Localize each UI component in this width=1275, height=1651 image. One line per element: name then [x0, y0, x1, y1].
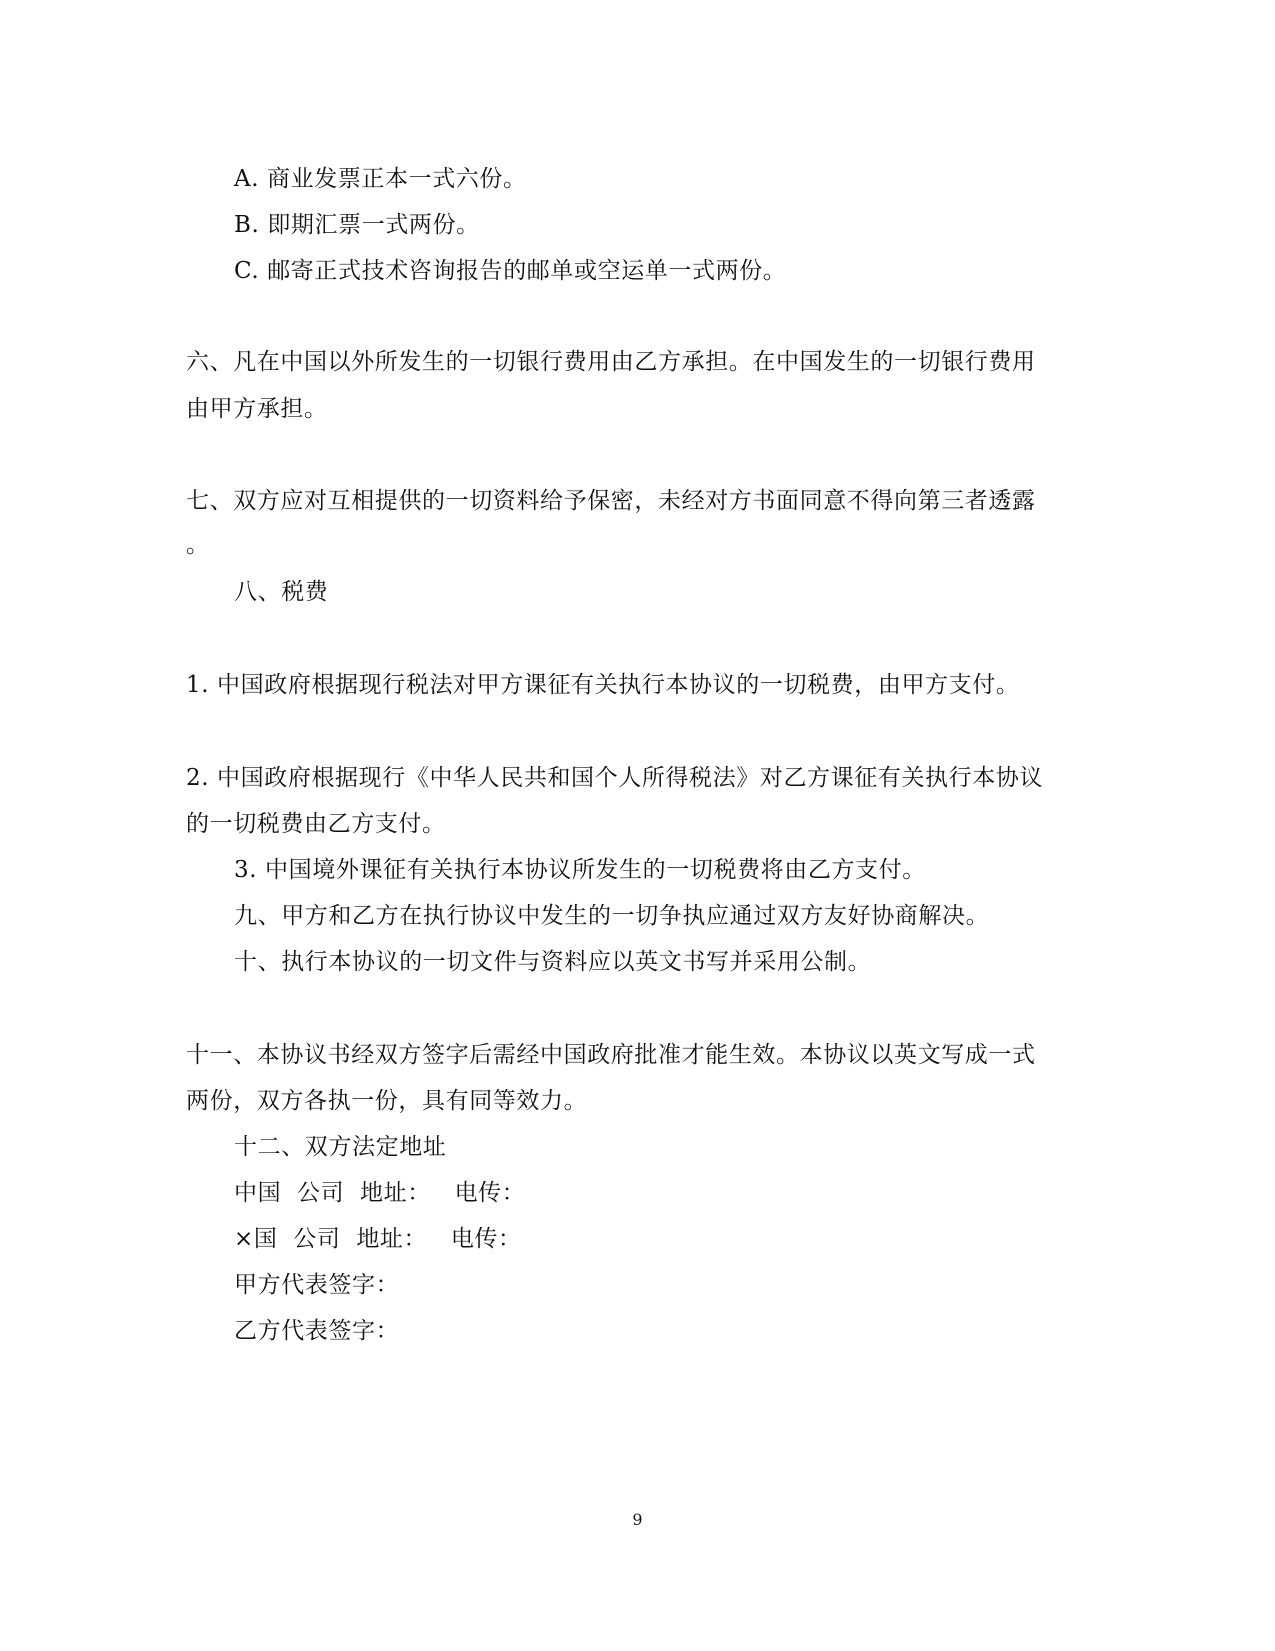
clause-9: 九、甲方和乙方在执行协议中发生的一切争执应通过双方友好协商解决。	[234, 903, 990, 929]
clause-11-line-2: 两份，双方各执一份，具有同等效力。	[186, 1088, 588, 1114]
clause-8-item-1: 1. 中国政府根据现行税法对甲方课征有关执行本协议的一切税费，由甲方支付。	[186, 672, 1020, 698]
clause-8-heading: 八、税费	[234, 579, 329, 605]
clause-11-line-1: 十一、本协议书经双方签字后需经中国政府批准才能生效。本协议以英文写成一式	[186, 1042, 1036, 1068]
clause-10: 十、执行本协议的一切文件与资料应以英文书写并采用公制。	[234, 949, 872, 975]
clause-8-item-3: 3. 中国境外课征有关执行本协议所发生的一切税费将由乙方支付。	[234, 857, 926, 883]
party-b-signature: 乙方代表签字：	[234, 1318, 400, 1344]
clause-7-line-1: 七、双方应对互相提供的一切资料给予保密，未经对方书面同意不得向第三者透露	[186, 488, 1036, 514]
page-number: 9	[632, 1510, 643, 1529]
party-a-signature: 甲方代表签字：	[234, 1272, 400, 1298]
clause-6-line-1: 六、凡在中国以外所发生的一切银行费用由乙方承担。在中国发生的一切银行费用	[186, 349, 1036, 375]
clause-5a-commercial-invoice: A. 商业发票正本一式六份。	[234, 166, 527, 192]
clause-6-line-2: 由甲方承担。	[186, 396, 328, 422]
clause-8-item-2-line-1: 2. 中国政府根据现行《中华人民共和国个人所得税法》对乙方课征有关执行本协议	[186, 765, 1044, 791]
clause-8-item-2-line-2: 的一切税费由乙方支付。	[186, 811, 446, 837]
clause-5b-sight-draft: B. 即期汇票一式两份。	[234, 212, 480, 238]
china-company-address: 中国 公司 地址： 电传：	[234, 1180, 526, 1206]
clause-7-line-2: 。	[186, 532, 210, 558]
clause-12-heading: 十二、双方法定地址	[234, 1134, 447, 1160]
foreign-company-address: ×国 公司 地址： 电传：	[234, 1226, 522, 1252]
clause-5c-waybill: C. 邮寄正式技术咨询报告的邮单或空运单一式两份。	[234, 258, 787, 284]
